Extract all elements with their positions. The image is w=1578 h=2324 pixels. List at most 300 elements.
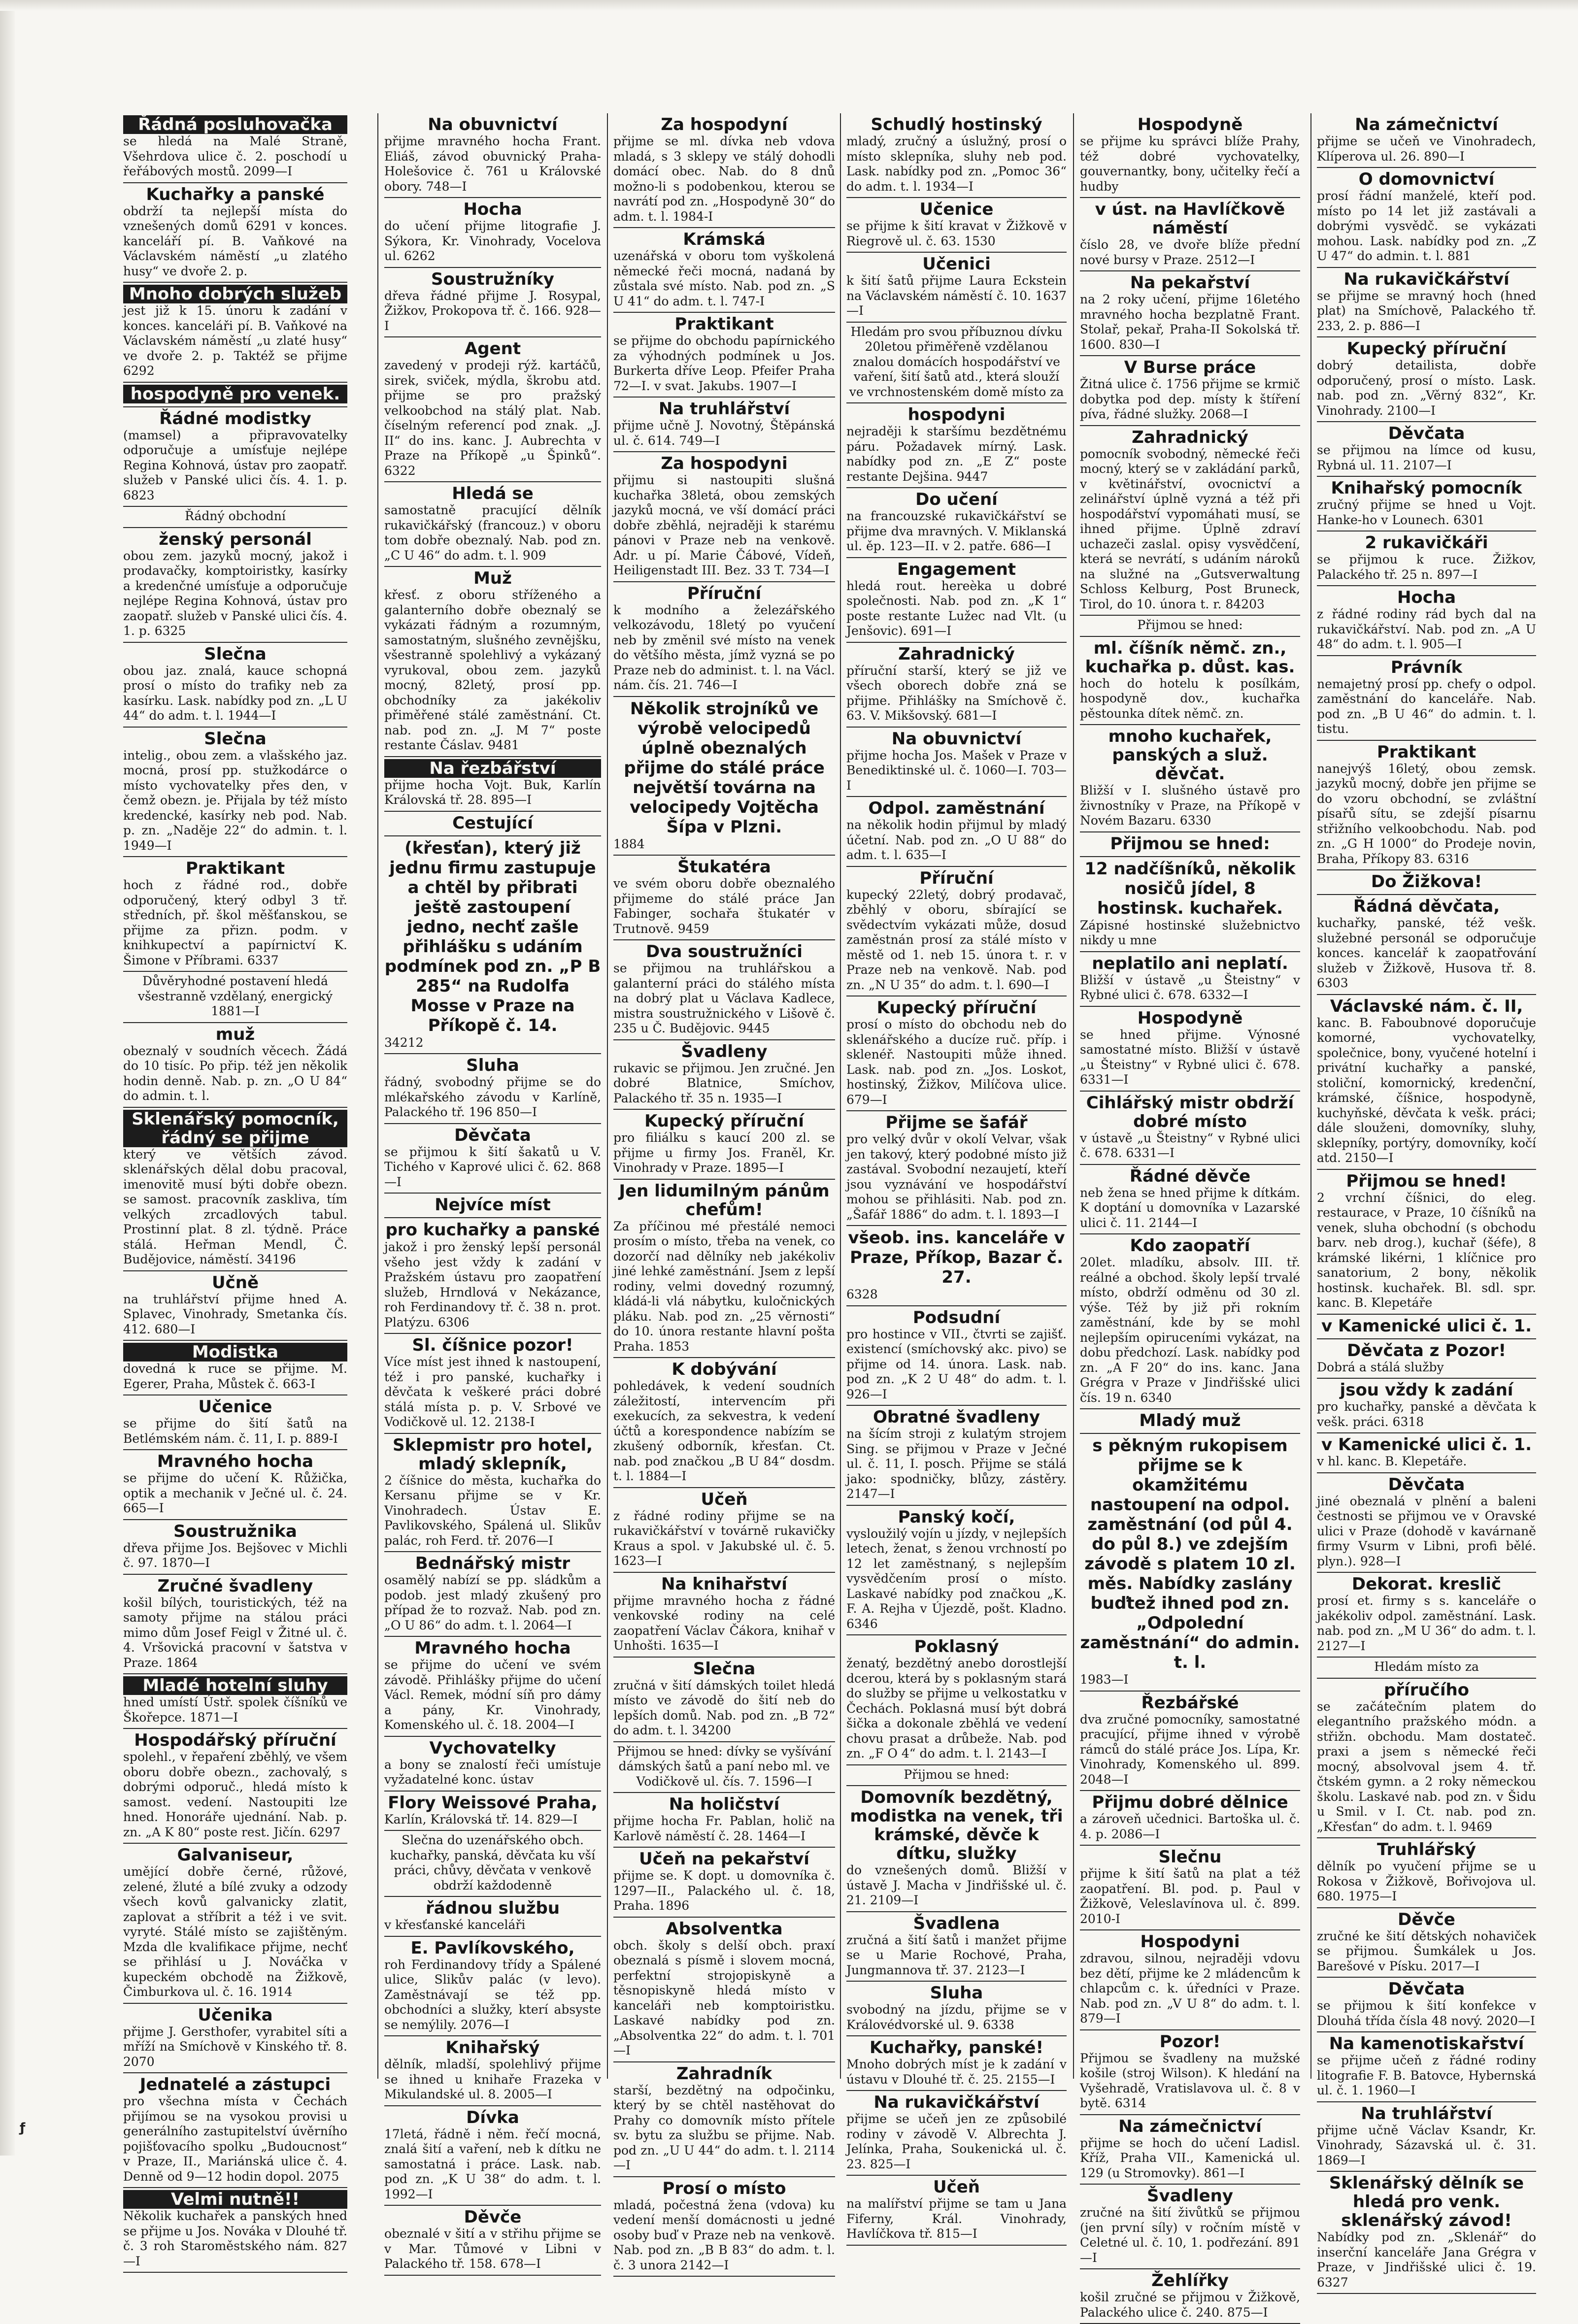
classified-ad	[613, 697, 835, 856]
classified-ad	[846, 2036, 1067, 2091]
ad-text: pro filiálku s kaucí 200 zl. se přijme u firmy Jos. Franěl, Kr. Vinohrady v Praze. 1895—I	[613, 1130, 835, 1175]
ad-text: prosí řádní manželé, kteří pod. místo po 14 let již zastávali a dobrými vysvědč. se vykázati mohou. Lask. nabídky pod zn. „Z U 47“ do admin. t. l. 881	[1317, 189, 1536, 263]
classified-ad	[1080, 2115, 1300, 2185]
ad-text: k šití šatů přijme Laura Eckstein na Václavském náměstí č. 10. 1637—I	[846, 273, 1067, 318]
ad-heading: Václavské nám. č. II,	[1330, 996, 1523, 1016]
ad-heading: Na truhlářství	[1361, 2103, 1492, 2124]
ad-text: přijme se. K dopt. u domovníka č. 1297—II., Palackého ul. č. 18, Praha. 1896	[613, 1868, 835, 1913]
classified-ad	[846, 728, 1067, 797]
classified-ad	[1317, 1908, 1536, 1978]
ad-heading: Právník	[1390, 657, 1463, 677]
ad-heading: Děvčata	[1388, 1474, 1465, 1494]
ad-heading: Řádné děvče	[1129, 1166, 1251, 1186]
ad-heading: Dekorat. kreslič	[1351, 1574, 1502, 1594]
ad-heading: Švadleny	[1146, 2186, 1233, 2206]
classified-ad	[613, 1180, 835, 1359]
ad-text: Přijmou se hned:	[1137, 618, 1243, 632]
ad-text: dělník, mladší, spolehlivý přijme se ihned u knihaře Frazeka v Mikulandské ul. 8. 2005—I	[384, 2057, 601, 2101]
classified-ad	[123, 1023, 347, 1108]
ad-text: prosí o místo do obchodu neb do sklenářského a ducíze ruč. příp. i sklenéř. Nastoupiti může ihned. Lask. nab. pod zn. „Jos. Loskot, hostinský, Žižkov, Milíčova ulice. 679—I	[846, 1017, 1067, 1107]
ad-text: zručné ke šití dětských nohaviček se přijmou. Šumkálek u Jos. Barešové v Písku. 2017—I	[1317, 1928, 1536, 1973]
ad-heading: Děvče	[464, 2207, 522, 2227]
ad-heading: Do učení	[915, 490, 998, 509]
ad-text: v hl. kanc. B. Klepetáře.	[1317, 1454, 1467, 1468]
ad-heading: v Kamenické ulici č. 1.	[1321, 1435, 1532, 1455]
classified-ad	[123, 528, 347, 643]
ad-heading: Zahradník	[676, 2063, 772, 2084]
classified-ad	[1080, 1846, 1300, 1930]
ad-text: zručná v šití dámských toilet hledá místo ve závodě do šití neb do lepších domů. Nab. pod zn. „B 72“ do adm. t. l. 34200	[613, 1678, 835, 1737]
classified-ad	[1080, 1692, 1300, 1792]
ad-heading: Mladý muž	[1139, 1411, 1241, 1430]
ad-heading: Hocha	[463, 199, 522, 219]
ad-heading: Absolventka	[666, 1919, 783, 1939]
ad-text: jakož i pro ženský lepší personál všeho jest vždy k zadání v Pražském ústavu pro zaopatření služeb, Hrndlová v Nekázance, roh Ferdinandovy tř. č. 38 n. prot. Platýzu. 6306	[384, 1240, 601, 1329]
ad-heading: v Kamenické ulici č. 1.	[1321, 1316, 1532, 1336]
ad-text: se přijmou k šití konfekce v Dlouhá třída čísla 48 nový. 2020—I	[1317, 1998, 1536, 2028]
ad-heading: Agent	[464, 339, 521, 359]
classified-ad	[384, 1937, 601, 2037]
column-3	[613, 113, 835, 2272]
ad-text: Přijmou se hned:	[904, 1767, 1009, 1782]
classified-ad	[846, 797, 1067, 867]
classified-ad	[1080, 426, 1300, 616]
ad-heading: Modistka	[123, 1343, 347, 1361]
classified-ad	[613, 1110, 835, 1180]
classified-ad	[123, 2073, 347, 2188]
ad-heading: Truhlářský	[1377, 1840, 1476, 1859]
ad-heading: Poklasný	[914, 1637, 999, 1657]
classified-ad	[1080, 198, 1300, 271]
ad-text: se přijme ku správci blíže Prahy, též dobré vychovatelky, gouvernantky, bony, učitelky řečí a hudby	[1080, 134, 1300, 194]
ad-heading: Děvčata	[454, 1125, 531, 1145]
ad-heading: Na zámečnictví	[1118, 2116, 1262, 2136]
ad-text: hoch do hotelu k posílkám, hospodyně dov., kuchařka pěstounka dítek němč. zn.	[1080, 676, 1300, 721]
ad-heading: Kuchařky a panské	[146, 184, 325, 204]
ad-heading: Slečna	[693, 1659, 756, 1679]
column-rule	[607, 113, 608, 2079]
ad-text: košil bílých, touristických, též na samoty přijme na stálou práci mimo dům Josef Feigl v Žitné ul. č. 4. Vršovická pracovní v šatstva v Praze. 1864	[123, 1595, 347, 1670]
ad-text: košil zručné se přijmou v Žižkově, Palackého ulice č. 240. 875—I	[1080, 2290, 1300, 2320]
classified-ad	[123, 1108, 347, 1271]
ad-text: Zápisné hostinské služebnictvo nikdy u mne	[1080, 918, 1300, 947]
ad-text: hledá rout. hereèka u dobré společnosti. Nab. pod zn. „K 1“ poste restante Lužec nad Vlt. (u Jenšovic). 691—I	[846, 578, 1067, 638]
ad-text: se začátečním platem do elegantního pražského módn. a střižn. obchodu. Mam dostateč. praxi a jsem s německé řeči mocný, absolvoval jsem 4. tř. čtském gymn. a 2 roky německou školu. Laskavé nab. pod zn. v Šidu u Smil. v I. Ct. nab. pod zn. „Křesťan“ do adm. t. l. 9469	[1317, 1699, 1536, 1834]
classified-ad	[1317, 1315, 1536, 1339]
classified-ad	[846, 253, 1067, 323]
ad-heading: Sklepmistr pro hotel, mladý sklepník,	[392, 1435, 593, 1474]
classified-ad	[613, 856, 835, 940]
classified-ad	[613, 2062, 835, 2177]
ad-heading: Odpol. zaměstnání	[868, 798, 1045, 818]
ad-heading: Zručné švadleny	[157, 1576, 313, 1596]
ad-text: do učení přijme litografie J. Sýkora, Kr. Vinohrady, Vocelova ul. 6262	[384, 219, 601, 263]
classified-ad	[1317, 586, 1536, 656]
classified-ad	[384, 1194, 601, 1218]
classified-ad	[846, 996, 1067, 1111]
ad-heading: Děvčata	[1388, 424, 1465, 443]
classified-ad	[846, 867, 1067, 997]
ad-text: ve svém oboru dobře obeznalého přijmeme do stálé práce Jan Fabinger, sochařa štukatér v Trutnově. 9459	[613, 876, 835, 936]
ad-heading: Na obuvnictví	[891, 729, 1022, 749]
ad-heading: E. Pavlíkovského,	[410, 1938, 575, 1958]
classified-ad	[123, 1674, 347, 1729]
classified-ad	[1080, 952, 1300, 1007]
ad-heading: Děvče	[1398, 1909, 1455, 1929]
ad-heading: Řezbářské	[1141, 1693, 1239, 1713]
ad-heading: Velmi nutně!!	[123, 2190, 347, 2209]
ad-heading: Sluha	[466, 1056, 519, 1075]
ad-text: ženatý, bezdětný anebo dorostlejší dcerou, která by s poklasným stará do služby se přijme u velkostatku v Čechách. Poklasná musí být dobrá šička a dokonale zběhlá ve vedení chovu prasat a drůbeže. Nab. pod zn. „F O 4“ do adm. t. l. 2143—I	[846, 1656, 1067, 1760]
ad-heading: Děvčata z Pozor!	[1347, 1340, 1506, 1361]
classified-ad	[613, 1918, 835, 2062]
ad-heading: pro kuchařky a panské	[385, 1220, 600, 1240]
classified-ad	[1080, 1165, 1300, 1235]
classified-ad	[123, 1729, 347, 1844]
ad-text: obeznalé v šití a v střihu přijme se v Mar. Tůmové v Libni v Palackého tř. 158. 678—I	[384, 2226, 601, 2271]
ad-heading: Muž	[473, 568, 512, 588]
ad-text: obch. školy s delší obch. praxí obeznalá s písmě i slovem mocná, perfektní strojopiskyně a těsnopiskyně hledá místo v kanceláři neb komptoiristku. Laskavé nabídky pod zn. „Absolventka 22“ do adm. t. l. 701—I	[613, 1938, 835, 2058]
ad-heading: Prosí o místo	[662, 2178, 786, 2198]
ad-text: Důvěryhodné postavení hledá všestranně vzdělaný, energický 1881—I	[137, 974, 333, 1018]
ad-heading: Podsudní	[912, 1307, 1001, 1328]
ad-text: který ve větších závod. sklenářských dělal dobu pracoval, imenovitě musí býti dobře obezn. se samost. pracovník zaskliva, tím velkých zrcadlových tabul. Prostinní plat. 8 zl. týdně. Práce stálá. Heřman Mendl, Č. Budějovice, náměstí. 34196	[123, 1147, 347, 1266]
ad-heading: Řádná posluhovačka	[123, 115, 347, 134]
classified-ad	[384, 2036, 601, 2106]
ad-heading: neplatilo ani neplatí.	[1092, 953, 1288, 973]
ad-text: Hledám pro svou příbuznou dívku 20letou přiměřeně vzdělanou znalou domácích hospodářství ve vaření, šití šatů atd., která slouží ve vrchnostenském domě místo za	[849, 324, 1064, 399]
classified-ad	[846, 323, 1067, 404]
ad-heading: Žehlířky	[1151, 2271, 1229, 2291]
ad-text: neb žena se hned přijme k dítkám. K doptání u domovníka v Lazarské ulici č. 11. 2144—I	[1080, 1185, 1300, 1230]
classified-ad	[846, 1786, 1067, 1912]
classified-ad	[613, 313, 835, 398]
classified-ad	[123, 283, 347, 383]
ad-text: pro velký dvůr v okolí Velvar, však jen takový, který podobné místo již zastával. Svobodní nezaujetí, kteří jsou vyznávání ve hospodářství mohou se přihlásiti. Nab. pod zn. „Šafář 1886“ do adm. t. l. 1893—I	[846, 1132, 1067, 1222]
classified-ad	[384, 2106, 601, 2206]
ad-heading: Cestující	[452, 813, 533, 833]
ad-heading: V Burse práce	[1124, 358, 1256, 377]
ad-heading: ml. číšník němč. zn., kuchařka p. důst. kas.	[1085, 638, 1295, 677]
ad-heading: Praktikant	[185, 859, 285, 878]
classified-ad	[123, 728, 347, 858]
classified-ad	[384, 1552, 601, 1637]
ad-heading: Učeň	[701, 1489, 748, 1509]
ad-text: 20let. mladíku, absolv. III. tř. reálné a obchod. školy lepší trvalé místo, obdrží odměnu od 30 zl. výše. Též by již při rokním zaměstnání, kde by se mohl nejlepším opiruceními vykázat, na dobu předchozí. Lask. nabídky pod zn. „A F 20“ do ins. kanc. Jana Grégra v Praze v Jindřišské ulici čís. 19 n. 6340	[1080, 1255, 1300, 1405]
ad-text: Žitná ulice č. 1756 přijme se krmič dobytka pod dep. místy k štíření píva, řádné služky. 2068—I	[1080, 377, 1300, 421]
classified-ad	[123, 2004, 347, 2074]
ad-heading: K dobývání	[671, 1360, 777, 1379]
ad-text: na několik hodin přijmul by mladý účetní. Nab. pod zn. „O U 88“ do adm. t. l. 635—I	[846, 818, 1067, 862]
ad-heading: Hospodářský příruční	[134, 1730, 336, 1750]
classified-ad	[1080, 616, 1300, 637]
ad-heading: Učenice	[198, 1397, 272, 1417]
classified-ad	[123, 972, 347, 1023]
ad-heading: Kuchařky, panské!	[870, 2038, 1043, 2058]
classified-ad	[1317, 995, 1536, 1170]
ad-heading: Do Žižkova!	[1371, 872, 1482, 892]
ad-heading: Na knihařství	[661, 1574, 787, 1594]
column-rule	[840, 113, 841, 2079]
ad-text: dělník po vyučení přijme se u Rokosa v Žižkově, Bořivojova ul. 680. 1975—I	[1317, 1859, 1536, 1903]
ad-heading: Praktikant	[1377, 742, 1477, 762]
column-rule	[1310, 113, 1311, 2079]
ad-text: řádný, svobodný přijme se do mlékařského závodu v Karlíně, Palackého tř. 196 850—I	[384, 1075, 601, 1119]
ad-heading: Sklenářský pomocník, řádný se přijme	[123, 1110, 347, 1147]
ad-heading: Na řezbářství	[384, 759, 601, 778]
ad-heading: Nejvíce míst	[435, 1195, 551, 1215]
classified-ad	[123, 113, 347, 183]
ad-text: 34212	[384, 1035, 424, 1050]
classified-ad	[1317, 1473, 1536, 1573]
ad-text: intelig., obou zem. a vlašského jaz. mocná, prosí pp. stužkodárce o místo vychovatelky přes den, v čemž obezn. je. Přijala by též místo kredencké, kasírky neb pod. Nab. p. zn. „Naděje 22“ do admin. t. l. 1949—I	[123, 748, 347, 853]
ad-text: Řádný obchodní	[185, 509, 286, 523]
ad-heading: Na truhlářství	[658, 399, 790, 419]
ad-text: na francouzské rukavičkářství se přijme dva mravných. V. Miklanská ul. ěp. 123—II. v 2. patře. 686—I	[846, 509, 1067, 553]
classified-ad	[613, 1040, 835, 1110]
page-mark: ƒ	[20, 2121, 26, 2135]
ad-text: se přijmou na límce od kusu, Rybná ul. 11. 2107—I	[1317, 443, 1536, 472]
ad-text: a zároveň učednici. Bartoška ul. č. 4. p. 2086—I	[1080, 1812, 1300, 1841]
classified-ad	[1080, 271, 1300, 356]
ad-text: přijme učně Václav Ksandr, Kr. Vinohrady, Sázavská ul. č. 31. 1869—I	[1317, 2123, 1536, 2167]
classified-ad	[384, 812, 601, 836]
ad-heading: Na zámečnictví	[1355, 115, 1498, 134]
ad-heading: Mravného hocha	[414, 1638, 571, 1658]
classified-ad	[1317, 741, 1536, 871]
ad-text: starší, bezdětný na odpočinku, který by se chtěl nastěhovat do Prahy co domovník místo přítele sv. bytu za službu se přijme. Nab. pod zn. „U U 44“ do adm. t. l. 2114—I	[613, 2083, 835, 2172]
ad-text: hned umístí Ústř. spolek číšníků ve Škořepce. 1871—I	[123, 1695, 347, 1725]
classified-ad	[1317, 1838, 1536, 1908]
ad-text: zdravou, silnou, nejraději vdovu bez dětí, přijme ke 2 mládencům k chlapcům c. k. úředníci v Praze. Nab. pod zn. „V U 8“ do adm. t. l. 879—I	[1080, 1951, 1300, 2025]
ad-text: příruční starší, který se již ve všech oborech dobře zná se přijme. Přihlášky na Smíchově č. 63. V. Mikšovský. 681—I	[846, 663, 1067, 723]
ad-heading: Řádná děvčata,	[1353, 896, 1500, 916]
ad-text: nemajetný prosí pp. chefy o odpol. zaměstnání do kanceláře. Nab. pod zn. „B U 46“ do admin. t. l. tistu.	[1317, 676, 1536, 736]
ad-heading: Děvčata	[1388, 1979, 1465, 1999]
classified-ad	[384, 482, 601, 567]
classified-ad	[1317, 168, 1536, 268]
ad-heading: Mnoho dobrých služeb	[123, 285, 347, 303]
ad-heading: Kupecký příruční	[1346, 339, 1507, 359]
classified-ad	[613, 1793, 835, 1848]
ad-heading: Slečna	[204, 729, 267, 749]
classified-ad	[1080, 2269, 1300, 2324]
ad-text: v křesťanské kanceláři	[384, 1918, 526, 1932]
classified-ad	[1317, 1679, 1536, 1839]
ad-text: dva zručné pomocníky, samostatné pracující, přijme ihned v výrobě rámců do stálé práce Jos. Lípa, Kr. Vinohrady, Komenského ul. 899. 2048—I	[1080, 1712, 1300, 1787]
ad-heading: Kdo zaopatří	[1130, 1236, 1250, 1256]
classified-ad	[384, 836, 601, 1055]
classified-ad	[1317, 531, 1536, 586]
classified-ad	[846, 1406, 1067, 1506]
ad-text: přijme se učeň jen ze způsobilé rodiny v závodě V. Albrechta J. Jelínka, Praha, Soukenická ul. č. 23. 825—I	[846, 2112, 1067, 2171]
ad-text: se přijme učeň z řádné rodiny litografie F. B. Batovce, Hybernská ul. č. 1. 1960—I	[1317, 2053, 1536, 2097]
ad-text: obou zem. jazyků mocný, jakož i prodavačky, komptoiristky, kasírky a kredenčné umísťuje a odporučuje nejlépe Regina Kohnová, ústav pro zaopatř. služeb v Panské ulici čís. 4. 1. p. 6325	[123, 548, 347, 638]
ad-heading: (křesťan), který již jednu firmu zastupuje a chtěl by přibrati ještě zastoupení jedno, nechť zašle přihlášku s udáním podmínek pod zn. „P B 285“ na Rudolfa Mosse v Praze na Příkopě č. 14.	[384, 838, 601, 1035]
ad-heading: Sklenářský dělník se hledá pro venk. sklenářský závod!	[1329, 2173, 1524, 2230]
classified-ad	[123, 1844, 347, 2004]
ad-heading: Sluha	[930, 1983, 983, 2003]
ad-text: přijme se ml. dívka neb vdova mladá, s 3 sklepy ve stálý dohodli domácí obec. Nab. do 8 dnů možno-li s podobenkou, kterou se navrátí pod zn. „Hospodyně 30“ do adm. t. l. 1984-I	[613, 134, 835, 224]
classified-ad	[846, 198, 1067, 253]
ad-heading: Jen lidumilným pánům chefům!	[619, 1181, 830, 1220]
ad-text: dovedná k ruce se přijme. M. Egerer, Praha, Můstek č. 663-I	[123, 1361, 347, 1391]
ad-text: se přijme do učení ve svém závodě. Přihlášky přijme do učení Václ. Remek, módní síň pro dámy a pány, Kr. Vinohrady, Komenského ul. č. 18. 2004—I	[384, 1658, 601, 1732]
classified-ad	[123, 407, 347, 507]
ad-heading: Hospodyně	[1137, 115, 1243, 134]
ad-heading: jsou vždy k zadání	[1340, 1380, 1513, 1400]
ad-heading: Přijme se šafář	[885, 1113, 1028, 1132]
ad-heading: Obratné švadleny	[873, 1407, 1041, 1427]
ad-heading: Učeň na pekařství	[639, 1849, 809, 1869]
ad-heading: Sl. číšnice pozor!	[412, 1335, 573, 1355]
classified-ad	[123, 183, 347, 283]
ad-heading: hospodyně pro venek.	[123, 385, 347, 403]
ad-text: přijme učně J. Novotný, Štěpánská ul. č. 614. 749—I	[613, 418, 835, 448]
classified-ad	[846, 403, 1067, 488]
classified-ad	[1317, 268, 1536, 338]
ad-text: pohledávek, k vedení soudních záležitostí, intervencím při exekucích, za sekvestra, k vedení účtů a korespondence nabízím se zkušený odborník, křesťan. Ct. nab. pod značkou „B U 84“ dosdm. t. l. 1884—I	[613, 1379, 835, 1483]
ad-heading: Soustružníky	[431, 269, 554, 289]
classified-ad	[384, 567, 601, 757]
ad-heading: Pozor!	[1159, 2031, 1221, 2052]
classified-ad	[384, 1124, 601, 1194]
ad-heading: Štukatéra	[677, 857, 771, 877]
ad-heading: mnoho kuchařek, panských a služ. děvčat.	[1108, 727, 1272, 784]
ad-heading: Bednářský mistr	[415, 1554, 571, 1573]
ad-text: přijme hocha Vojt. Buk, Karlín Královská tř. 28. 895—I	[384, 777, 601, 807]
ad-text: se hned přijme. Výnosné samostatné místo. Bližší v ústavě „u Šteistny“ v Rybné ulici č. 678. 6331—I	[1080, 1027, 1300, 1087]
ad-text: na 2 roky učení, přijme 16letého mravného hocha bezplatně Frant. Stolař, pekař, Praha-II Sokolská tř. 1600. 830—I	[1080, 292, 1300, 352]
classified-ad	[1080, 113, 1300, 198]
ad-heading: Přijmou se hned:	[1110, 833, 1270, 854]
ad-text: hoch z řádné rod., dobře odporučený, který odbyl 3 tř. středních, př. škol měšťanskou, se přijme za přizn. podm. v knihkupectví a papírnictví K. Šimone v Příbrami. 6337	[123, 878, 347, 967]
ad-text: k modního a železářského velkozávodu, 18letý po vyučení neb by změnil své místo na venek do většího města, jímž vyzná se po Praze neb do administ. t. l. na Václ. nám. čís. 21. 746—I	[613, 602, 835, 692]
ad-text: prosí et. firmy s s. kanceláře o jakékoliv odpol. zaměstnání. Lask. nab. pod zn. „M U 36“ do adm. t. l. 2127—I	[1317, 1594, 1536, 1653]
classified-ad	[1080, 1434, 1300, 1692]
ad-text: samostatně pracující dělník rukavičkářský (francouz.) v oboru tom dobře obeznalý. Nab. pod zn. „C U 46“ do adm. t. l. 909	[384, 503, 601, 563]
ad-heading: Učenici	[922, 254, 991, 274]
classified-ad	[123, 1575, 347, 1675]
classified-ad	[123, 1271, 347, 1341]
ad-text: přijme se hoch do učení Ladisl. Kříž, Praha VII., Kamenická ul. 129 (u Stromovky). 861—I	[1080, 2135, 1300, 2180]
classified-ad	[1317, 2032, 1536, 2102]
ad-text: mladá, počestná žena (vdova) ku vedení menší domácnosti u jedné osoby buď v Praze neb na venkově. Nab. pod zn. „B B 83“ do adm. t. l. č. 3 unora 2142—I	[613, 2197, 835, 2272]
ad-heading: Na rukavičkářství	[1343, 269, 1510, 289]
column-rule	[377, 113, 378, 2079]
ad-text: se přijme do šití šatů na Betlémském nám. č. 11, I. p. 889-I	[123, 1416, 347, 1446]
classified-ad	[1080, 725, 1300, 832]
ad-heading: Řádné modistky	[159, 408, 311, 429]
ad-heading: O domovnictví	[1358, 169, 1495, 189]
ad-heading: Schudlý hostinský	[871, 115, 1042, 134]
scan-shadow-left	[0, 0, 15, 2156]
classified-ad	[613, 1658, 835, 1742]
ad-heading: Za hospodyní	[661, 115, 788, 134]
classified-ad	[123, 1341, 347, 1395]
ad-text: pomocník svobodný, německé řeči mocný, který se v zakládání parků, v květinářství, ovocnictví a zelinářství úplně vyzná a též při hospodářství vypomáhati musí, se ihned přijme. Úplně zdraví uchazeči zaslal. opisy vysvědčení, která se nevrátí, s udáním nároků na služné na „Gutsverwaltung Schloss Kelburg, Post Bruneck, Tirol, do 10. února t. r. 84203	[1080, 446, 1300, 611]
classified-ad	[613, 113, 835, 228]
classified-ad	[384, 1792, 601, 1831]
ad-text: se přijmou k šití šakatů u V. Tichého v Kaprové ulici č. 62. 868—I	[384, 1144, 601, 1189]
ad-text: zručný přijme se hned u Vojt. Hanke-ho v Lounech. 6301	[1317, 498, 1536, 527]
classified-ad	[1317, 1339, 1536, 1379]
classified-ad	[1317, 1379, 1536, 1433]
ad-text: obdrží ta nejlepší místa do vznešených domů 6291 v konces. kanceláří pí. B. Vaňkové na Václavském náměstí „u zlatého husy“ ve dvoře 2. p.	[123, 203, 347, 278]
ad-heading: 2 rukavičkáři	[1365, 533, 1488, 553]
classified-ad	[123, 857, 347, 972]
classified-ad	[1317, 1978, 1536, 2032]
classified-ad	[1317, 477, 1536, 531]
ad-text: kanc. B. Faboubnové doporučuje komorné, vychovatelky, společnice, bony, vyučené hotelní i privátní kuchařky a panské, stoliční, komornický, kredenční, krámské, číšnice, hospodyně, kuchyňské, děvčata k vešk. práci; dále slouženi, domovníky, sluhy, sklepníky, portýry, domovníky, kočí atd. 2150—I	[1317, 1015, 1536, 1165]
ad-heading: Mravného hocha	[157, 1452, 314, 1471]
classified-ad	[846, 1912, 1067, 1982]
classified-ad	[846, 1111, 1067, 1226]
classified-ad	[123, 507, 347, 528]
ad-heading: 12 nadčíšníků, několik nosičů jídel, 8 hostinsk. kuchařek.	[1084, 859, 1296, 918]
ad-heading: Domovník bezdětný, modistka na venek, tři krámské, děvče k dítku, služky	[850, 1788, 1063, 1863]
classified-ad	[846, 558, 1067, 643]
ad-text: přijme J. Gersthofer, vyrabitel síti a mříží na Smíchově v Kinského tř. 8. 2070	[123, 2024, 347, 2069]
ad-text: osamělý nabízí se pp. sládkům a podob. jest mladý zkušený pro případ že to rozvaž. Nab. pod zn. „O U 86“ do adm. t. l. 2064—I	[384, 1573, 601, 1632]
ad-text: se přijme do učení K. Růžička, optik a mechanik v Ječné ul. č. 24. 665—I	[123, 1471, 347, 1515]
ad-text: přijme k šití šatů na plat a též zaopatření. Bl. pod. p. Paul v Žižkově, Veleslavínova ul. č. 899. 2010-I	[1080, 1866, 1300, 1926]
ad-text: se přijme do obchodu papírnického za výhodných podmínek u Jos. Burkerta dříve Leop. Pfeifer Praha 72—I. v svat. Jakubs. 1907—I	[613, 333, 835, 393]
ad-heading: příručího	[1383, 1680, 1470, 1700]
ad-text: Více míst jest ihned k nastoupení, též i pro panské, kuchařky i děvčata k veškeré práci dobré stálá místa p. p. V. Srbové ve Vodičkově ul. 12. 2138-I	[384, 1355, 601, 1429]
ad-text: vysloužilý vojín u jízdy, v nejlepších letech, ženat, s ženou vrchností po 12 let zaměstnaný, s nejlepším vysvědčením prosí o místo. Laskavé nabídky pod značkou „K. F. A. Rejha v Újezdě, pošt. Kladno. 6346	[846, 1526, 1067, 1631]
ad-text: do vznešených domů. Bližší v ústavě J. Macha v Jindřišské ul. č. 21. 2109—I	[846, 1863, 1067, 1907]
ad-text: Karlín, Královská tř. 14. 829—I	[384, 1812, 578, 1826]
ad-text: Mnoho dobrých míst je k zadání v ústavu v Dlouhé tř. č. 25. 2155—I	[846, 2057, 1067, 2087]
ad-heading: Mladé hotelní sluhy	[123, 1676, 347, 1695]
ad-heading: Přijmu dobré dělnice	[1092, 1793, 1288, 1812]
classified-ad	[613, 452, 835, 582]
classified-ad	[1080, 2030, 1300, 2115]
ad-text: pro hostince v VII., čtvrti se zajišť. existencí (smíchovský akc. pivo) se přijme od 14. února. Lask. nab. pod zn. „K 2 U 48“ do adm. t. l. 926—I	[846, 1327, 1067, 1401]
classified-ad	[384, 113, 601, 198]
ad-text: kupecký 22letý, dobrý prodavač, zběhlý v oboru, sbírající se svědectvím vykázati může, dosud zaměstnán prosí za stálé místo v městě od 1. neb 15. února t. r. v Praze neb na venkově. Nab. pod zn. „N U 35“ do adm. t. l. 690—I	[846, 887, 1067, 992]
classified-ad	[123, 1395, 347, 1450]
classified-ad	[846, 113, 1067, 198]
classified-ad	[1317, 337, 1536, 422]
ad-text: Bližší v I. slušného ústavě pro živnostníky v Praze, na Příkopě v Novém Bazaru. 6330	[1080, 783, 1300, 828]
classified-ad	[384, 1831, 601, 1897]
classified-ad	[613, 940, 835, 1040]
ad-text: 6328	[846, 1287, 878, 1301]
ad-heading: Na pekařství	[1130, 273, 1250, 293]
ad-heading: Praktikant	[674, 314, 774, 334]
classified-ad	[846, 643, 1067, 728]
ad-text: na malířství přijme se tam u Jana Fiferny, Král. Vinohrady, Havlíčkova tř. 815—I	[846, 2196, 1067, 2241]
classified-ad	[1080, 637, 1300, 726]
ad-text: pro kuchařky, panské a děvčata k vešk. práci. 6318	[1317, 1399, 1536, 1429]
classified-ad	[846, 1506, 1067, 1636]
classified-ad	[846, 2091, 1067, 2176]
ad-text: Přijmou se hned: dívky se vyšívání dámských šatů a paní nebo ml. ve Vodičkově ul. čís. 7. 1596—I	[617, 1744, 832, 1789]
classified-ad	[384, 268, 601, 338]
ad-text: spolehl., v řepaření zběhlý, ve všem oboru dobře obezn., zachovalý, s dobrými odporuč., hledá místo k samost. vedení. Nastoupiti lze hned. Honoráře ujednání. Nab. p. zn. „A K 80“ poste rest. Jičín. 6297	[123, 1750, 347, 1839]
ad-heading: Za hospodyni	[661, 454, 788, 473]
ad-heading: Hospodyně	[1137, 1008, 1243, 1028]
ad-text: obou jaz. znalá, kauce schopná prosí o místo do trafiky neb za kasírku. Lask. nabídky pod zn. „L U 44“ do adm. t. l. 1944—I	[123, 663, 347, 723]
ad-text: přijme mravného hocha z řádné venkovské rodiny na celé zaopatření Václav Čákora, knihař v Unhošti. 1635—I	[613, 1593, 835, 1653]
ad-text: Bližší v ústavě „u Šteistny“ v Rybné ulici č. 678. 6332—I	[1080, 972, 1300, 1002]
ad-text: z řádné rodiny přijme se na rukavičkářství v továrně rukavičky Kraus a spol. v Jakubské ul. č. 5. 1623—I	[613, 1508, 835, 1568]
ad-text: se hledá na Malé Straně, Všehrdova ulice č. 2. poschodí u řeřábových mostů. 2099—I	[123, 134, 347, 178]
ad-heading: hospodyni	[907, 405, 1006, 425]
ad-heading: Švadlena	[913, 1913, 1000, 1933]
